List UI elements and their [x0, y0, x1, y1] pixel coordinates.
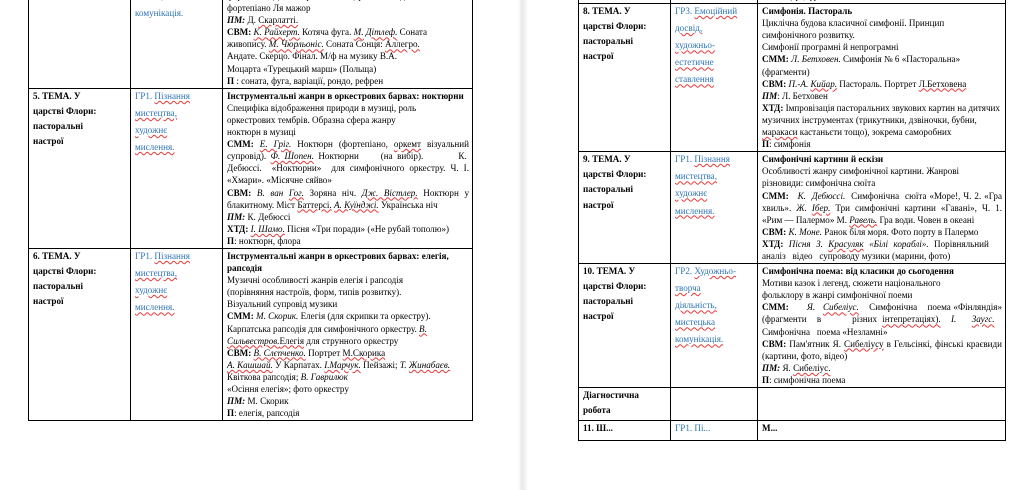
group-line: досвід,: [675, 23, 703, 34]
content-entry: ПМ: Л. Бетховен: [762, 90, 828, 101]
theme-cell: [579, 152, 671, 264]
group-cell: [131, 248, 223, 420]
theme-cell: [579, 264, 671, 388]
content-heading: Інструментальні жанри в оркестрових барвах: ноктюрни: [227, 90, 464, 101]
content-line: різновиди: симфонічна сюїта: [762, 178, 876, 189]
content-line: ноктюрн в музиці: [227, 127, 296, 138]
table-row: [579, 4, 1006, 152]
theme-line: царстві Флори:: [33, 266, 97, 277]
group-cell: [671, 388, 758, 421]
content-cell: [223, 0, 473, 88]
content-line: симфонічного розвитку.: [762, 30, 855, 41]
content-entry: ХТД: Пісня З. Красуляк «Білі кораблі». Порівняльний аналіз відео супроводу музики (марини, фото): [762, 238, 1002, 261]
content-entry: СВМ: В. Слєпченко. Портрет М.Скорика: [227, 347, 386, 358]
content-entry: СВМ: П.-А. Кийар. Пастораль. Портрет Л.Бетховена: [762, 78, 967, 89]
theme-line: 9. ТЕМА. У: [583, 154, 631, 165]
content-line: оркестрових тембрів. Образна сфера жанру: [227, 114, 396, 125]
theme-line: 8. ТЕМА. У: [583, 6, 631, 17]
group-line: ГР1. Пізнання: [135, 250, 190, 261]
table-row-diagnostic: [579, 388, 1006, 421]
content-entry: СВМ: В. ван Гог. Зоряна ніч. Дж. Вістлер. Ноктюрн у блакитному. Міст Баттерсі. А. Куїнджі. Українська ніч: [227, 187, 470, 210]
theme-line: царстві Флори:: [583, 21, 647, 32]
content-entry: СММ: М. Скорик. Елегія (для скрипки та оркестру). Карпатська рапсодія для симфонічного оркестру. В. Сильвестров.Елегія для струнного оркестру: [227, 311, 431, 346]
theme-cell: [29, 248, 131, 420]
table-row: [579, 264, 1006, 388]
group-cell: [671, 152, 758, 264]
content-cell: [758, 388, 1006, 421]
group-line: мистецтва,: [135, 107, 177, 118]
content-entry: ПМ: М. Скорик: [227, 396, 289, 407]
group-line: художньо-: [675, 40, 715, 51]
group-line: мистецтва,: [135, 268, 177, 279]
page-break-gap: [500, 0, 575, 490]
group-line: ГР1. Пізнання: [675, 154, 730, 165]
content-entry: ПМ: Я. Сибеліус.: [762, 362, 831, 373]
group-cell: [671, 4, 758, 152]
theme-line: 10. ТЕМА. У: [583, 266, 636, 277]
table-row: [29, 88, 473, 248]
group-line: художнє: [135, 124, 168, 135]
page-right: [575, 0, 1024, 490]
content-line: ПМ: Д. Скарлатті.: [227, 15, 299, 26]
content-entry: ХТД: Імпровізація пасторальних звукових картин на дитячих музичних інструментах (трикутники, дзвіночки, бубни, маракаси кастаньєти тощо), зокрема саморобних: [762, 102, 1000, 138]
theme-cell: [579, 4, 671, 152]
theme-cell: [29, 0, 131, 88]
group-line: ГР1. Пі...: [675, 423, 711, 434]
theme-line: царстві Флори:: [583, 169, 647, 180]
group-line: ГР2. Художньо-: [675, 266, 736, 277]
group-line: [135, 0, 219, 2]
content-cell: [758, 421, 1006, 441]
theme-line: настрої: [33, 296, 64, 307]
content-line: П : соната, фуга, варіації, рондо, рефрен: [227, 75, 384, 86]
page-left: [0, 0, 500, 490]
content-line: [762, 0, 1002, 2]
theme-line: царстві Флори:: [33, 105, 97, 116]
content-cell: [758, 152, 1006, 264]
content-entry: СВМ: Пам'ятник Я. Сибеліусу в Гельсінкі, фінські краєвиди (картини, фото, відео): [762, 338, 1002, 361]
theme-line: пасторальні: [33, 120, 84, 131]
theme-line: царстві Флори:: [583, 281, 647, 292]
content-line: живопису. М. Чюрльоніс. Соната Сонця: Аллегро.: [227, 39, 420, 50]
curriculum-table-left: [28, 0, 473, 421]
table-row: [579, 152, 1006, 264]
content-entry: А. Кашшай. У Карпатах. І.Марчук. Пейзажі; Т. Жинабаєв. Квіткова рапсодія; В. Гаврилюк: [227, 359, 451, 382]
group-line: ГР3. Емоційний: [675, 6, 738, 17]
content-entry: ХТД: І. Шамо. Пісня «Три поради» («Не рубай тополю»): [227, 223, 450, 234]
table-row: [579, 421, 1006, 441]
content-cell: [758, 264, 1006, 388]
theme-cell: [579, 388, 671, 421]
content-heading: Інструментальні жанри в оркестрових барвах: елегія, рапсодія: [227, 250, 449, 274]
theme-line: пасторальні: [583, 296, 634, 307]
group-line: комунікація.: [135, 8, 184, 19]
table-row: [29, 0, 473, 88]
content-entry: СММ: Е. Гріг. Ноктюрн (фортепіано, оркемт візуальний супровід). Ф. Шопен. Ноктюрни (на вибір). К. Дебюссі. «Ноктюрни» для симфонічного оркестру. Ч. I. «Хмари». «Місячне сяйво»: [227, 139, 470, 186]
group-line: мистецтва,: [675, 171, 717, 182]
group-cell: [131, 0, 223, 88]
theme-line: робота: [583, 405, 611, 416]
content-heading: Симфонічні картини й ескізи: [762, 154, 884, 165]
content-cell: [758, 4, 1006, 152]
content-line: Моцарта «Турецький марш» (Польща): [227, 63, 377, 74]
group-line: художнє: [135, 285, 168, 296]
table-row: [29, 248, 473, 420]
content-line: Музичні особливості жанрів елегія і рапсодія: [227, 275, 404, 286]
theme-line: настрої: [33, 136, 64, 147]
content-cell: [223, 88, 473, 248]
theme-line: настрої: [583, 311, 614, 322]
theme-line: пасторальні: [583, 36, 634, 47]
theme-cell: [29, 88, 131, 248]
group-cell: [131, 88, 223, 248]
group-line: мислення.: [135, 302, 175, 313]
content-line: М...: [762, 423, 778, 434]
content-heading: Симфонічна поема: від класики до сьогодення: [762, 266, 954, 277]
group-line: діяльність,: [675, 300, 717, 311]
theme-line: пасторальні: [583, 184, 634, 195]
curriculum-table-right: [578, 0, 1006, 441]
group-cell: [671, 264, 758, 388]
theme-line: настрої: [583, 51, 614, 62]
group-line: ставлення: [675, 74, 714, 85]
group-line: мислення.: [675, 205, 715, 216]
group-line: естетичне: [675, 57, 714, 68]
content-entry: П: елегія, рапсодія: [227, 408, 300, 419]
content-line: Циклічна будова класичної симфонії. Принцип: [762, 18, 945, 29]
content-entry: «Осіння елегія»; фото оркестру: [227, 384, 349, 394]
theme-line: 6. ТЕМА. У: [33, 250, 81, 261]
content-line: Мотиви казок і легенд, сюжети національного: [762, 278, 941, 289]
content-entry: СММ: Л. Бетховен. Симфонія № 6 «Пасторальна» (фрагменти): [762, 54, 961, 77]
content-entry: СММ: К. Дебюссі. Симфонічна сюїта «Море!, Ч. 2. «Гра хвиль». Ж. Ібер. Три симфонічні картини «Гавані», Ч. 1. «Рим — Палермо» М. Равель. Гра води. Човен в океані: [762, 190, 1002, 225]
group-line: творча: [675, 283, 701, 294]
content-entry: П: симфонічна поема: [762, 374, 846, 385]
content-line: Особливості жанру симфонічної картини. Жанрові: [762, 166, 960, 177]
content-line: (порівняння настроїв, форм, типів розвитку).: [227, 287, 402, 298]
theme-line: пасторальні: [33, 281, 84, 292]
content-entry: ПМ: К. Дебюссі: [227, 211, 291, 222]
theme-line: 5. ТЕМА. У: [33, 90, 81, 101]
content-line: Візуальний супровід музики: [227, 299, 338, 310]
content-cell: [223, 248, 473, 420]
content-line: Симфонії програмні й непрограмні: [762, 42, 899, 53]
theme-cell: [579, 421, 671, 441]
content-line: СВМ: К. Райхерт. Котяча фуга. М. Дітлеф. Соната: [227, 27, 428, 38]
group-line: мистецька: [675, 317, 715, 328]
group-line: ГР1. Пізнання: [135, 90, 190, 101]
theme-line: Діагностична: [583, 390, 639, 400]
content-entry: СММ: Я. Сибеліус. Симфонічна поема «Фінляндія» (фрагменти в різних інтепретаціях). І. Заугс. Симфонічна поема «Незламні»: [762, 302, 1003, 337]
content-line: фортепіано Ля мажор: [227, 3, 311, 14]
content-entry: СВМ: К. Моне. Ранок біля моря. Фото порту в Палермо: [762, 226, 979, 237]
group-cell: [671, 421, 758, 441]
group-line: мислення.: [135, 142, 175, 153]
content-entry: П: симфонія: [762, 139, 811, 150]
content-line: Специфіка відображення природи в музиці, роль: [227, 102, 417, 113]
content-heading: Симфонія. Пастораль: [762, 6, 853, 17]
content-line: фольклору в жанрі симфонічної поеми: [762, 290, 913, 301]
group-line: комунікація.: [675, 334, 724, 345]
theme-line: 11. Ш...: [583, 423, 613, 434]
content-entry: П: ноктюрн, флора: [227, 235, 301, 246]
group-line: художнє: [675, 188, 708, 199]
content-line: Андате. Скерцо. Фінал. М/ф на музику В.А.: [227, 51, 398, 62]
theme-line: настрої: [583, 199, 614, 210]
